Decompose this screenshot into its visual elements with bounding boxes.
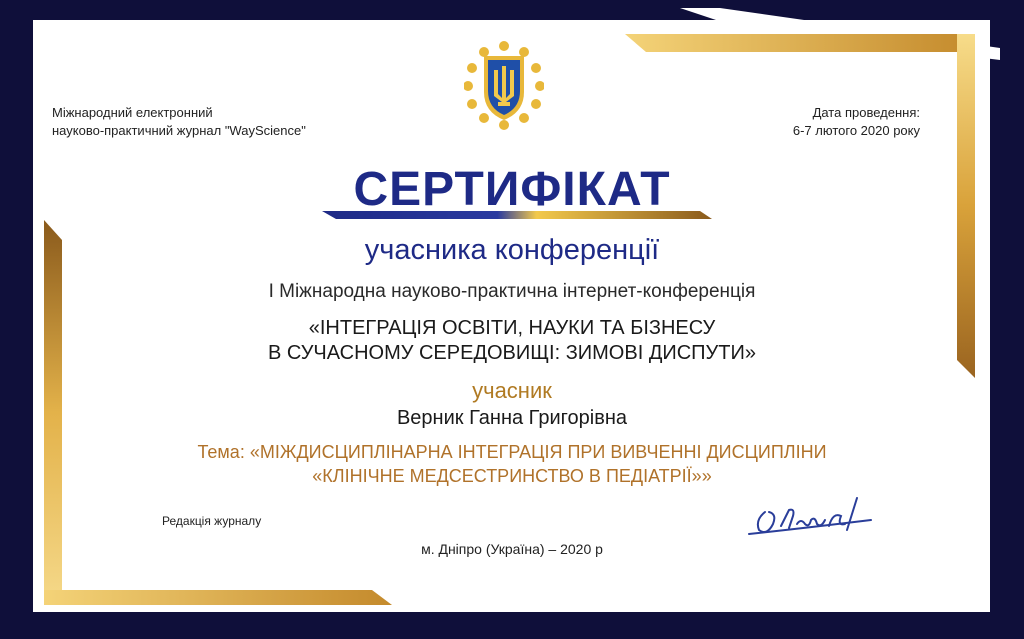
participant-role: учасник bbox=[472, 378, 552, 403]
date-label: Дата проведення: bbox=[812, 105, 920, 120]
conference-name-line-2: В СУЧАСНОМУ СЕРЕДОВИЩІ: ЗИМОВІ ДИСПУТИ» bbox=[268, 342, 756, 364]
city-year: м. Дніпро (Україна) – 2020 р bbox=[421, 541, 603, 557]
gold-border-top bbox=[625, 34, 975, 52]
date-value: 6-7 лютого 2020 року bbox=[792, 123, 920, 138]
journal-line-2: науково-практичний журнал "WayScience" bbox=[52, 123, 306, 138]
topic-line-1: Тема: «МІЖДИСЦИПЛІНАРНА ІНТЕГРАЦІЯ ПРИ ВИВЧЕННІ ДИСЦИПЛІНИ bbox=[197, 442, 827, 462]
journal-name bbox=[52, 104, 306, 140]
gold-border-bottom bbox=[44, 590, 392, 605]
certificate-title: СЕРТИФІКАТ bbox=[353, 163, 671, 216]
editorial-label: Редакція журналу bbox=[162, 514, 262, 528]
topic-line-2: «КЛІНІЧНЕ МЕДСЕСТРИНСТВО В ПЕДІАТРІЇ»» bbox=[312, 466, 712, 486]
journal-line-1: Міжнародний електронний bbox=[52, 105, 213, 120]
ukraine-trident-emblem-icon bbox=[464, 40, 544, 130]
signature-icon bbox=[745, 490, 880, 540]
participant-name: Верник Ганна Григорівна bbox=[396, 407, 628, 429]
conference-name bbox=[0, 316, 1024, 366]
conference-type: I Міжнародна науково-практична інтернет-конференція bbox=[268, 281, 756, 302]
conference-name-line-1: «ІНТЕГРАЦІЯ ОСВІТИ, НАУКИ ТА БІЗНЕСУ bbox=[308, 317, 716, 339]
presentation-topic bbox=[0, 440, 1024, 488]
event-date bbox=[793, 104, 920, 140]
certificate-subtitle: учасника конференції bbox=[364, 234, 660, 266]
